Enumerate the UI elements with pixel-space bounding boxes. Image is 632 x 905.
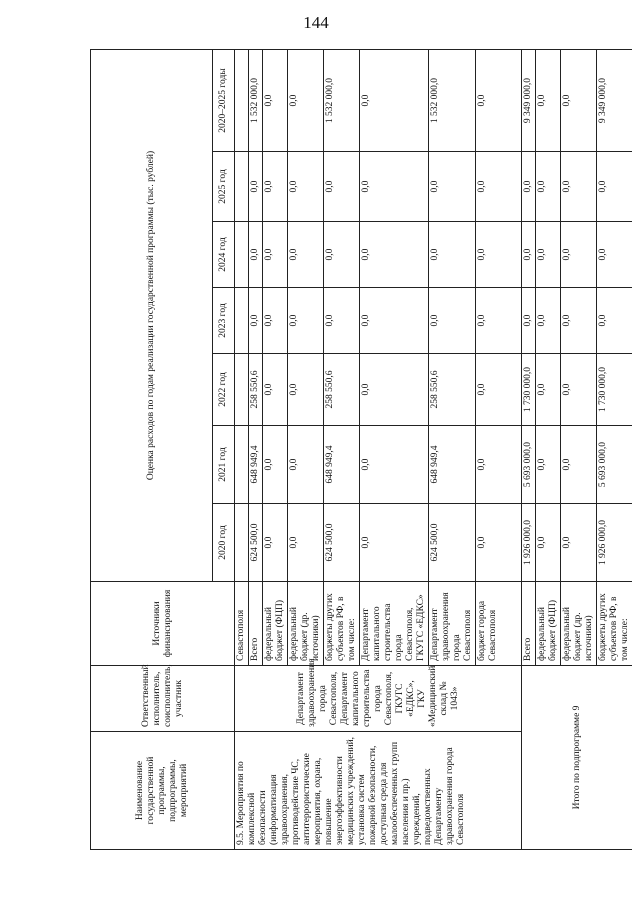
value-cell: 0,0 [476, 152, 522, 222]
value-cell: 9 349 000,0 [597, 50, 632, 152]
value-cell: 1 926 000,0 [522, 504, 536, 582]
value-cell: 0,0 [360, 504, 429, 582]
value-cell: 0,0 [561, 504, 597, 582]
value-cell: 0,0 [360, 222, 429, 288]
source-cell: Департамент здравоохранения города Севастополя [429, 582, 476, 666]
value-cell: 0,0 [561, 222, 597, 288]
value-cell: 0,0 [249, 222, 263, 288]
value-cell: 0,0 [476, 288, 522, 354]
value-cell: 0,0 [522, 288, 536, 354]
value-cell: 5 693 000,0 [522, 426, 536, 504]
value-cell: 648 949,4 [429, 426, 476, 504]
value-cell [235, 504, 249, 582]
value-cell: 0,0 [561, 354, 597, 426]
source-cell: Всего [249, 582, 263, 666]
value-cell: 624 500,0 [249, 504, 263, 582]
value-cell: 0,0 [360, 288, 429, 354]
header-year: 2020–2025 годы [213, 50, 235, 152]
value-cell: 0,0 [263, 426, 288, 504]
source-cell: федеральный бюджет (ФЦП) [536, 582, 561, 666]
page-number: 144 [303, 13, 329, 32]
value-cell: 0,0 [249, 288, 263, 354]
value-cell: 0,0 [522, 152, 536, 222]
value-cell: 0,0 [597, 222, 632, 288]
header-year: 2021 год [213, 426, 235, 504]
value-cell: 648 949,4 [324, 426, 360, 504]
value-cell: 0,0 [360, 152, 429, 222]
source-cell: федеральный бюджет (др. источники) [288, 582, 324, 666]
source-cell: Севастополя [235, 582, 249, 666]
value-cell: 0,0 [476, 426, 522, 504]
header-year: 2023 год [213, 288, 235, 354]
value-cell: 258 550,6 [324, 354, 360, 426]
value-cell: 0,0 [476, 50, 522, 152]
value-cell [235, 50, 249, 152]
value-cell [235, 426, 249, 504]
value-cell: 0,0 [536, 152, 561, 222]
value-cell [235, 288, 249, 354]
value-cell: 0,0 [360, 354, 429, 426]
value-cell: 1 730 000,0 [597, 354, 632, 426]
value-cell: 9 349 000,0 [522, 50, 536, 152]
value-cell: 0,0 [536, 222, 561, 288]
value-cell: 0,0 [288, 504, 324, 582]
value-cell: 0,0 [597, 152, 632, 222]
header-sources: Источники финансирования [91, 582, 235, 666]
value-cell: 0,0 [597, 288, 632, 354]
budget-table [90, 49, 632, 850]
value-cell: 0,0 [561, 50, 597, 152]
value-cell: 648 949,4 [249, 426, 263, 504]
value-cell: 624 500,0 [429, 504, 476, 582]
activity-name: 9.5. Мероприятия по комплексной безопасности (информатизация здравоохранения, противодействие ЧС, антитеррористические мероприятия, охрана, повышение энергоэффективности медицинских учреждений, установка систем пожарной безопасности, доступная среда для малообеспеченных групп населения и пр.) учреждений, подведомственных Департаменту здравоохранения города Севастополя [235, 732, 522, 850]
value-cell: 1 926 000,0 [597, 504, 632, 582]
value-cell: 1 532 000,0 [249, 50, 263, 152]
source-cell: Департамент капитального строительства города Севастополя, ГКУГС «ЕДКС» [360, 582, 429, 666]
header-year: 2020 год [213, 504, 235, 582]
value-cell: 5 693 000,0 [597, 426, 632, 504]
value-cell: 0,0 [429, 222, 476, 288]
value-cell: 0,0 [263, 504, 288, 582]
value-cell: 0,0 [288, 152, 324, 222]
value-cell: 0,0 [288, 354, 324, 426]
value-cell: 0,0 [522, 222, 536, 288]
value-cell: 0,0 [288, 426, 324, 504]
value-cell: 1 532 000,0 [324, 50, 360, 152]
source-cell: федеральный бюджет (ФЦП) [263, 582, 288, 666]
source-cell: бюджет города Севастополя [476, 582, 522, 666]
total-name: Итого по подпрограмме 9 [522, 666, 632, 850]
value-cell: 0,0 [536, 50, 561, 152]
value-cell: 258 550,6 [429, 354, 476, 426]
value-cell [235, 354, 249, 426]
value-cell [235, 152, 249, 222]
value-cell: 0,0 [249, 152, 263, 222]
source-cell: федеральный бюджет (др. источники) [561, 582, 597, 666]
value-cell: 624 500,0 [324, 504, 360, 582]
value-cell: 1 730 000,0 [522, 354, 536, 426]
value-cell: 0,0 [360, 426, 429, 504]
value-cell: 0,0 [360, 50, 429, 152]
value-cell: 0,0 [561, 426, 597, 504]
value-cell: 0,0 [324, 152, 360, 222]
value-cell: 0,0 [288, 222, 324, 288]
value-cell: 1 532 000,0 [429, 50, 476, 152]
value-cell: 0,0 [536, 426, 561, 504]
header-responsible: Ответственный исполнитель, соисполнитель, участник [91, 666, 235, 732]
value-cell: 0,0 [324, 288, 360, 354]
value-cell: 0,0 [263, 288, 288, 354]
activity-responsible: Департамент здравоохранения города Севастополя, Департамент капитального строительства города Севастополя, ГКУГС «ЕДКС», ГКУ «Медицинский склад № 1043» [235, 666, 522, 732]
header-name: Наименование государственной программы, подпрограммы, мероприятий [91, 732, 235, 850]
header-year: 2024 год [213, 222, 235, 288]
value-cell: 0,0 [429, 288, 476, 354]
header-year: 2025 год [213, 152, 235, 222]
source-cell: бюджеты других субъектов РФ, в том числе: [324, 582, 360, 666]
value-cell: 0,0 [324, 222, 360, 288]
header-year: 2022 год [213, 354, 235, 426]
value-cell: 0,0 [476, 222, 522, 288]
value-cell [235, 222, 249, 288]
value-cell: 0,0 [288, 288, 324, 354]
value-cell: 0,0 [263, 50, 288, 152]
value-cell: 0,0 [429, 152, 476, 222]
rotated-table-wrapper [90, 50, 630, 850]
value-cell: 0,0 [476, 354, 522, 426]
value-cell: 0,0 [263, 354, 288, 426]
source-cell: Всего [522, 582, 536, 666]
value-cell: 0,0 [561, 288, 597, 354]
value-cell: 0,0 [536, 504, 561, 582]
source-cell: бюджеты других субъектов РФ, в том числе: [597, 582, 632, 666]
value-cell: 0,0 [561, 152, 597, 222]
value-cell: 0,0 [288, 50, 324, 152]
value-cell: 0,0 [263, 222, 288, 288]
value-cell: 0,0 [536, 354, 561, 426]
value-cell: 258 550,6 [249, 354, 263, 426]
header-estimate: Оценка расходов по годам реализации государственной программы (тыс. рублей) [91, 50, 213, 582]
value-cell: 0,0 [536, 288, 561, 354]
value-cell: 0,0 [476, 504, 522, 582]
value-cell: 0,0 [263, 152, 288, 222]
